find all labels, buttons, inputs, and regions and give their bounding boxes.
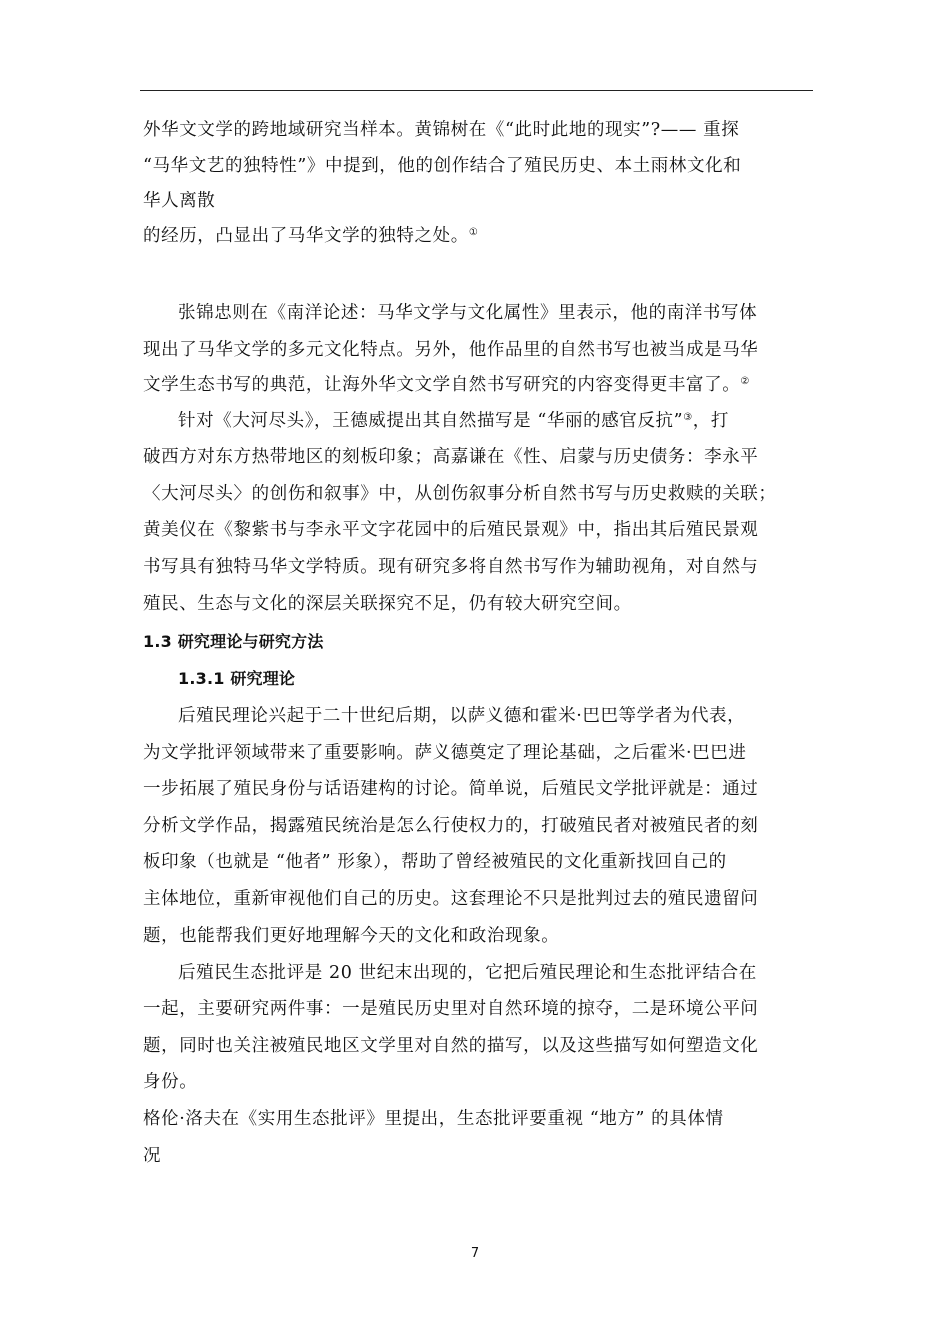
text-line [178,408,729,434]
text-line: 一起，主要研究两件事：一是殖民历史里对自然环境的掠夺，二是环境公平问 [143,999,759,1019]
text-line: 为文学批评领域带来了重要影响。萨义德奠定了理论基础，之后霍米·巴巴进 [143,743,747,763]
text-line: 殖民、生态与文化的深层关联探究不足，仍有较大研究空间。 [143,594,632,614]
footnote-mark: ③ [683,412,693,423]
text-line: 格伦·洛夫在《实用生态批评》里提出，生态批评要重视 “地方” 的具体情 [143,1109,724,1129]
header-rule [140,90,813,91]
subsection-heading: 1.3.1 研究理论 [178,669,296,688]
text-span: 文学生态书写的典范，让海外华文文学自然书写研究的内容变得更丰富了。 [143,375,741,395]
text-line: 黄美仪在《黎紫书与李永平文字花园中的后殖民景观》中，指出其后殖民景观 [143,520,759,540]
text-line: 后殖民生态批评是 20 世纪末出现的，它把后殖民理论和生态批评结合在 [178,963,757,983]
text-span: 针对《大河尽头》，王德威提出其自然描写是 “华丽的感官反抗” [178,411,684,431]
section-heading: 1.3 研究理论与研究方法 [143,632,324,651]
text-line: 外华文文学的跨地域研究当样本。黄锦树在《“此时此地的现实”?—— 重探 [143,120,740,140]
text-line: 张锦忠则在《南洋论述：马华文学与文化属性》里表示，他的南洋书写体 [178,303,758,323]
text-line: “马华文艺的独特性”》中提到，他的创作结合了殖民历史、本土雨林文化和 [143,156,742,176]
text-line: 主体地位，重新审视他们自己的历史。这套理论不只是批判过去的殖民遗留问 [143,889,759,909]
text-line: 身份。 [143,1072,198,1092]
text-line: 破西方对东方热带地区的刻板印象；高嘉谦在《性、启蒙与历史债务：李永平 [143,447,759,467]
text-line: 一步拓展了殖民身份与话语建构的讨论。简单说，后殖民文学批评就是：通过 [143,779,759,799]
text-line: 华人离散 [143,191,216,211]
text-line: 板印象（也就是 “他者” 形象），帮助了曾经被殖民的文化重新找回自己的 [143,852,727,872]
text-line: 后殖民理论兴起于二十世纪后期，以萨义德和霍米·巴巴等学者为代表， [178,706,746,726]
text-line: 书写具有独特马华文学特质。现有研究多将自然书写作为辅助视角，对自然与 [143,557,759,577]
text-line [143,223,478,249]
page-number: 7 [470,1246,480,1261]
text-span: 的经历，凸显出了马华文学的独特之处。 [143,226,469,246]
text-line: 分析文学作品，揭露殖民统治是怎么行使权力的，打破殖民者对被殖民者的刻 [143,816,759,836]
footnote-mark: ② [740,376,750,387]
text-line: 现出了马华文学的多元文化特点。另外，他作品里的自然书写也被当成是马华 [143,340,759,360]
text-line: 〈大河尽头〉的创伤和叙事》中，从创伤叙事分析自然书写与历史救赎的关联； [143,484,777,504]
text-line [143,372,750,398]
text-line: 况 [143,1146,162,1166]
footnote-mark: ① [468,227,479,238]
text-line: 题，也能帮我们更好地理解今天的文化和政治现象。 [143,926,560,946]
text-line: 题，同时也关注被殖民地区文学里对自然的描写，以及这些描写如何塑造文化 [143,1036,759,1056]
text-span: ，打 [692,411,729,431]
